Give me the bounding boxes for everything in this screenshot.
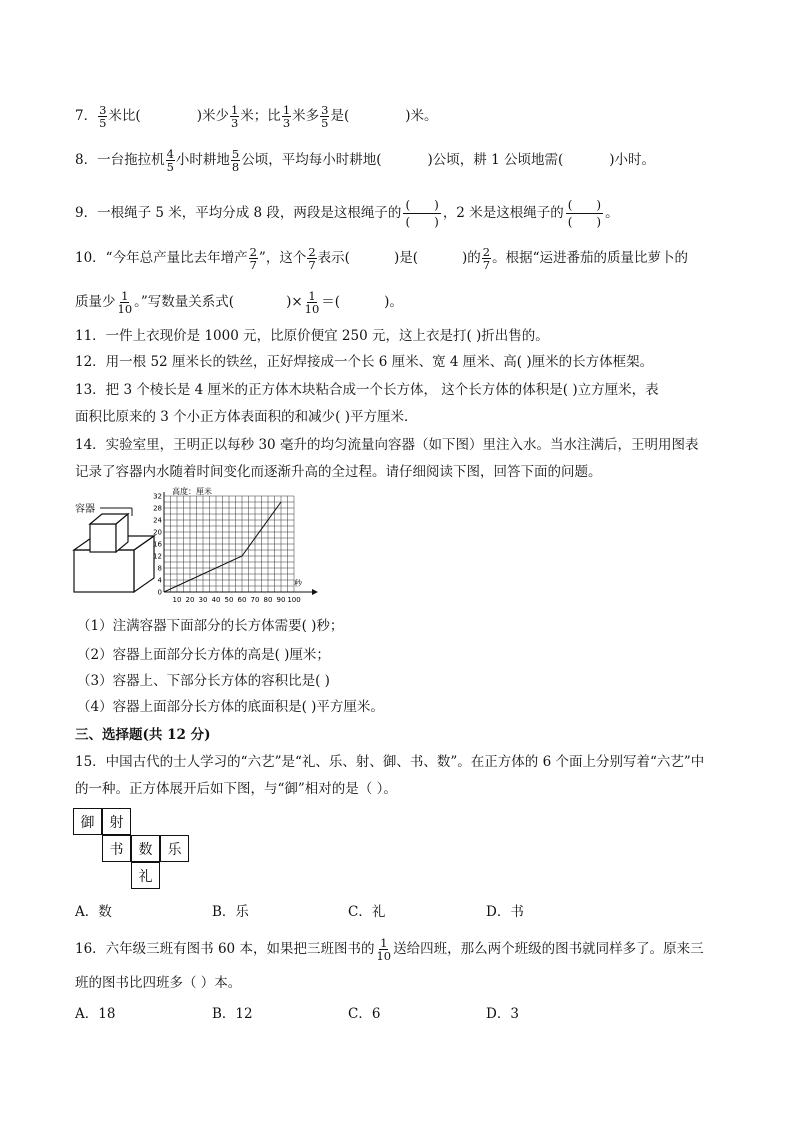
question-13-line1: 13．把 3 个棱长是 4 厘米的正方体木块粘合成一个长方体， 这个长方体的体积是( )立方厘米，表 — [75, 382, 659, 398]
y-tick-labels — [153, 493, 162, 597]
section-3-heading: 三、选择题(共 12 分) — [75, 727, 211, 743]
question-14-sub1: （1）注满容器下面部分的长方体需要( )秒； — [77, 618, 344, 634]
y-tick-label: 28 — [153, 504, 162, 513]
question-16-line1: 16．六年级三班有图书 60 本，如果把三班图书的 $\frac{1}{10}$ 送给四班，那么两个班级的图书就同样多了。原来三 — [75, 936, 704, 963]
q15-option-b[interactable]: B．乐 — [212, 904, 249, 920]
q16-option-c[interactable]: C．6 — [348, 1006, 381, 1022]
net-face-li: 礼 — [131, 862, 160, 889]
y-tick-label: 8 — [157, 564, 162, 573]
x-axis-arrow — [312, 589, 318, 595]
question-14-line1: 14．实验室里，王明正以每秒 30 毫升的均匀流量向容器（如下图）里注入水。当水注满后，王明用图表 — [75, 437, 699, 453]
question-8: 8．一台拖拉机 $\frac{4}{5}$ 小时耕地 $\frac{5}{8}$ 公顷，平均每小时耕地( )公顷，耕 1 公顷地需( )小时。 — [75, 147, 656, 174]
question-16-line2: 班的图书比四班多（ ）本。 — [75, 975, 242, 991]
question-10-line2: 质量少 $\frac{1}{10}$ 。”写数量关系式( )× $\frac{1}{10}$ ＝( )。 — [75, 289, 403, 316]
question-13-line2: 面积比原来的 3 个小正方体表面积的和减少( )平方厘米． — [75, 409, 418, 425]
x-tick-label: 20 — [185, 596, 195, 604]
question-15-line1: 15．中国古代的士人学习的“六艺”是“礼、乐、射、御、书、数”。在正方体的 6 个面上分别写着“六艺”中 — [75, 754, 705, 770]
y-tick-label: 4 — [157, 576, 162, 585]
q15-option-c[interactable]: C．礼 — [348, 904, 386, 920]
question-14-sub4: （4）容器上面部分长方体的底面积是( )平方厘米。 — [77, 699, 384, 715]
x-tick-label: 50 — [224, 596, 234, 604]
q16-option-d[interactable]: D．3 — [486, 1006, 519, 1022]
x-axis-title: 秒 — [294, 579, 302, 588]
y-tick-label: 20 — [153, 528, 162, 537]
y-axis-title: 高度：厘米 — [172, 487, 212, 496]
container-label: 容器 — [75, 504, 95, 515]
y-tick-label: 24 — [153, 516, 162, 525]
x-tick-labels — [173, 596, 301, 604]
question-10-line1: 10．“今年总产量比去年增产 $\frac{2}{7}$ ”，这个 $\frac{2}{7}$ 表示( )是( )的 $\frac{2}{7}$ 。根据“运进番茄的质量比萝卜的 — [75, 245, 688, 272]
x-tick-label: 10 — [172, 596, 182, 604]
question-15-line2: 的一种。正方体展开后如下图，与“御”相对的是（ ）。 — [75, 781, 397, 797]
net-face-she: 射 — [102, 808, 131, 835]
x-tick-label: 90 — [276, 596, 286, 604]
net-face-shu-book: 书 — [102, 835, 131, 862]
question-11: 11．一件上衣现价是 1000 元，比原价便宜 250 元，这上衣是打( )折出售的。 — [75, 328, 549, 344]
y-tick-label: 0 — [157, 588, 162, 597]
x-tick-label: 70 — [250, 596, 260, 604]
y-tick-label: 12 — [153, 552, 162, 561]
q15-option-a[interactable]: A．数 — [75, 904, 112, 920]
question-9: 9．一根绳子 5 米，平均分成 8 段，两段是这根绳子的 $\frac{( )}{( )}$ ，2 米是这根绳子的 $\frac{( )}{( )}$ 。 — [75, 198, 619, 229]
y-tick-label: 32 — [153, 492, 162, 501]
container-box — [74, 514, 154, 592]
question-14-line2: 记录了容器内水随着时间变化而逐渐升高的全过程。请仔细阅读下图，回答下面的问题。 — [75, 464, 602, 480]
question-7: 7． $\frac{3}{5}$ 米比( )米少 $\frac{1}{3}$ 米；比 $\frac{1}{3}$ 米多 $\frac{3}{5}$ 是( )米。 — [75, 103, 438, 130]
net-face-shu-number: 数 — [131, 835, 160, 862]
y-tick-label: 16 — [153, 540, 162, 549]
net-face-yue: 乐 — [160, 835, 189, 862]
q15-option-d[interactable]: D．书 — [486, 904, 524, 920]
question-12: 12．用一根 52 厘米长的铁丝，正好焊接成一个长 6 厘米、宽 4 厘米、高( )厘米的长方体框架。 — [75, 354, 654, 370]
net-face-yu: 御 — [73, 808, 102, 835]
question-14-sub2: （2）容器上面部分长方体的高是( )厘米； — [77, 647, 330, 663]
q16-option-a[interactable]: A．18 — [75, 1006, 116, 1022]
q14-figure — [72, 486, 332, 608]
x-tick-label: 100 — [287, 596, 301, 604]
answer-fraction[interactable]: $\frac{( )}{( )}$ — [567, 198, 602, 229]
question-14-sub3: （3）容器上、下部分长方体的容积比是( ) — [77, 673, 330, 689]
x-tick-label: 80 — [263, 596, 273, 604]
height-time-chart — [153, 486, 318, 604]
x-tick-label: 60 — [237, 596, 247, 604]
x-tick-label: 30 — [198, 596, 208, 604]
answer-fraction[interactable]: $\frac{( )}{( )}$ — [405, 198, 439, 229]
q16-option-b[interactable]: B．12 — [212, 1006, 253, 1022]
x-tick-label: 40 — [211, 596, 221, 604]
